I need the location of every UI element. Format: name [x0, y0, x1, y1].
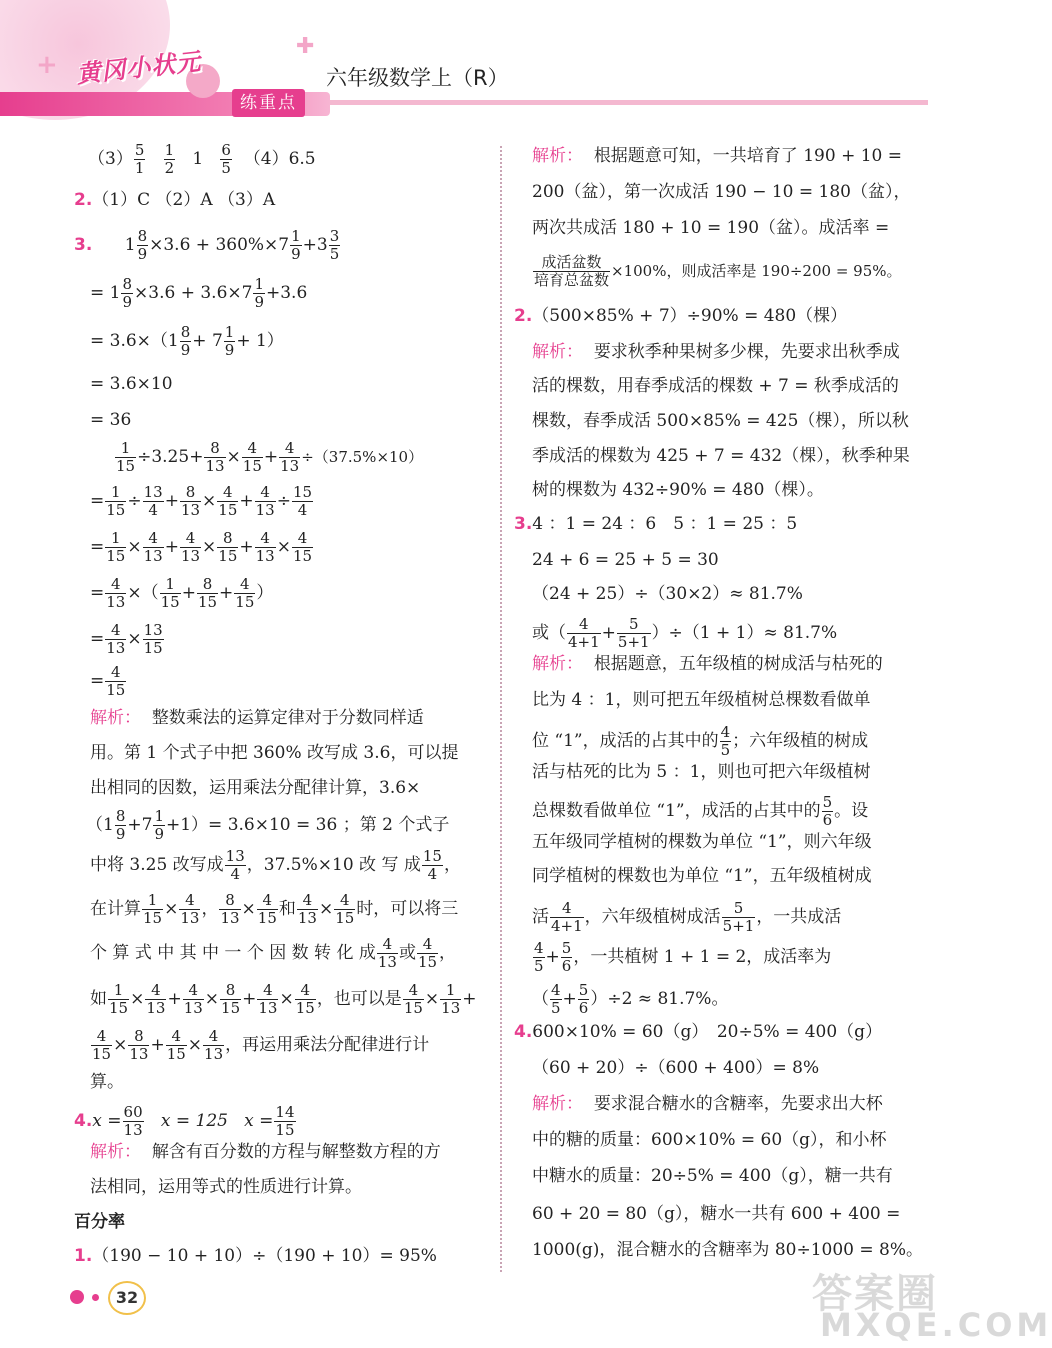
analysis-line: 季成活的棵数为 425 + 7 = 432（棵），秋季种果	[532, 446, 910, 466]
section-question-1: 1.（190 − 10 + 10）÷（190 + 10）= 95%	[74, 1246, 437, 1266]
analysis-line: 如 $\frac{1}{15}$ × $\frac{4}{13}$ + $\frac{4}{13}$ × $\frac{8}{15}$ + $\frac{4}{13}$ × $\frac{4}{15}$ ，也可以是 $\frac{4}{15}$ × $\frac{1}{13}$ +	[90, 981, 477, 1017]
analysis-line: 个 算 式 中 其 中 一 个 因 数 转 化 成 $\frac{4}{13}$ 或 $\frac{4}{15}$ ，	[90, 935, 457, 971]
analysis-line: $\frac{4}{15}$ × $\frac{8}{13}$ + $\frac{4}{15}$ × $\frac{4}{13}$ ，再运用乘法分配律进行计	[92, 1027, 430, 1063]
watermark: 答案圈	[812, 1271, 938, 1317]
analysis-line: （ $\frac{4}{5}$ + $\frac{5}{6}$ ）÷2 ≈ 81.7%。	[532, 981, 729, 1017]
header-rule	[330, 100, 928, 105]
question-3-line1: 3. 1 $\frac{8}{9}$ ×3.6 + 360%×7 $\frac{1}{9}$ +3 $\frac{3}{5}$	[74, 227, 340, 263]
analysis-line: 解析： 要求秋季种果树多少棵，先要求出秋季成	[532, 342, 900, 362]
question-3-line2: = 1 $\frac{8}{9}$ ×3.6 + 3.6×7 $\frac{1}{9}$ +3.6	[90, 275, 308, 311]
page-dot-icon	[70, 1290, 84, 1304]
analysis-line: 60 + 20 = 80（g），糖水一共有 600 + 400 =	[532, 1204, 901, 1224]
analysis-line: 两次共成活 180 + 10 = 190（盆）。成活率 =	[532, 218, 890, 238]
analysis-line: 活 $\frac{4}{4+1}$ ，六年级植树成活 $\frac{5}{5+1}$ ，一共成活	[532, 899, 842, 935]
question-4: 4.600×10% = 60（g） 20÷5% = 400（g）	[514, 1022, 883, 1042]
analysis-line: 算。	[90, 1072, 124, 1092]
question-3b-line2: = $\frac{1}{15}$ ÷ $\frac{13}{4}$ + $\frac{8}{13}$ × $\frac{4}{15}$ + $\frac{4}{13}$ ÷ $\frac{15}{4}$	[90, 483, 313, 519]
analysis-line: $\frac{\text{成活盆数}}{\text{培育总盆数}}$ ×100%，则成活率是 190÷200 = 95%。	[534, 253, 902, 289]
analysis-line: 用。第 1 个式子中把 360% 改写成 3.6，可以提	[90, 743, 459, 763]
question-2: 2.（500×85% + 7）÷90% = 480（棵）	[514, 306, 848, 326]
analysis-line: 出相同的因数，运用乘法分配律计算，3.6×	[90, 778, 421, 798]
analysis-line: 200（盆），第一次成活 190 − 10 = 180（盆），	[532, 182, 911, 202]
analysis-line: 解析： 根据题意可知，一共培育了 190 + 10 =	[532, 146, 902, 166]
question-3b-line3: = $\frac{1}{15}$ × $\frac{4}{13}$ + $\frac{4}{13}$ × $\frac{8}{15}$ + $\frac{4}{13}$ × $\frac{4}{15}$	[90, 529, 313, 565]
analysis-line: 活与枯死的比为 5 ：1，则也可把六年级植树	[532, 762, 871, 782]
analysis-line: 中糖水的质量：20÷5% = 400（g），糖一共有	[532, 1166, 893, 1186]
analysis-line: 解析： 要求混合糖水的含糖率，先要求出大杯	[532, 1094, 883, 1114]
question-3b-line4: = $\frac{4}{13}$ ×（ $\frac{1}{15}$ + $\frac{8}{15}$ + $\frac{4}{15}$ ）	[90, 575, 274, 611]
question-3b-line5: = $\frac{4}{13}$ × $\frac{13}{15}$	[90, 621, 163, 657]
question-3: 3.4 ：1 = 24 ：6 5 ：1 = 25 ：5	[514, 514, 798, 534]
analysis-line: 棵数，春季成活 500×85% = 425（棵），所以秋	[532, 411, 909, 431]
analysis-line: 同学植树的棵数也为单位 “1”，五年级植树成	[532, 866, 872, 886]
page-title: 六年级数学上（R）	[326, 66, 509, 90]
answer-line: （3） $\frac{5}{1}$ $\frac{1}{2}$ 1 $\frac{6}{5}$ （4）6.5	[88, 141, 316, 177]
analysis-line: 中的糖的质量：600×10% = 60（g），和小杯	[532, 1130, 887, 1150]
plus-decoration: ✚	[296, 34, 315, 59]
analysis-line: 比为 4 ：1，则可把五年级植树总棵数看做单	[532, 690, 871, 710]
answer-line: （60 + 20）÷（600 + 400）= 8%	[532, 1058, 820, 1078]
question-4: 4.x = $\frac{60}{13}$ x = 125 x = $\frac{14}{15}$	[74, 1103, 295, 1139]
question-3-line5: = 36	[90, 410, 132, 430]
answer-line: （24 + 25）÷（30×2）≈ 81.7%	[532, 584, 803, 604]
plus-decoration: +	[36, 50, 58, 80]
header-tag: 练重点	[232, 89, 305, 117]
analysis-line: 解析： 整数乘法的运算定律对于分数同样适	[90, 708, 424, 728]
question-3-line4: = 3.6×10	[90, 374, 173, 394]
watermark-url: MXQE.COM	[820, 1306, 1052, 1344]
analysis-line: 中将 3.25 改写成 $\frac{13}{4}$ ，37.5%×10 改 写 成 $\frac{15}{4}$ ，	[90, 847, 461, 883]
section-title: 百分率	[74, 1212, 125, 1232]
analysis-line: 解析： 根据题意，五年级植的树成活与枯死的	[532, 654, 883, 674]
analysis-line: 总棵数看做单位 “1”，成活的占其中的 $\frac{5}{6}$ 。设	[532, 793, 869, 829]
page-number: 32	[108, 1281, 146, 1315]
analysis-line: 树的棵数为 432÷90% = 480（棵）。	[532, 480, 824, 500]
question-3-line3: = 3.6×（1 $\frac{8}{9}$ + 7 $\frac{1}{9}$ + 1）	[90, 323, 284, 359]
analysis-line: （1 $\frac{8}{9}$ +7 $\frac{1}{9}$ +1）= 3.6×10 = 36 ；第 2 个式子	[86, 807, 450, 843]
analysis-line: 1000(g)，混合糖水的含糖率为 80÷1000 = 8%。	[532, 1240, 923, 1260]
analysis-line: 在计算 $\frac{1}{15}$ × $\frac{4}{13}$ ， $\frac{8}{13}$ × $\frac{4}{15}$ 和 $\frac{4}{13}$ × $\frac{4}{15}$ 时，可以将三	[90, 891, 459, 927]
analysis-line: 解析： 解含有百分数的方程与解整数方程的方	[90, 1142, 441, 1162]
answer-line: 或（ $\frac{4}{4+1}$ + $\frac{5}{5+1}$ ）÷（1 + 1）≈ 81.7%	[532, 615, 838, 651]
question-2: 2.（1）C （2）A （3）A	[74, 190, 276, 210]
analysis-line: 位 “1”，成活的占其中的 $\frac{4}{5}$ ；六年级植的树成	[532, 723, 869, 759]
analysis-line: 五年级同学植树的棵数为单位 “1”，则六年级	[532, 832, 872, 852]
question-3b-line6: = $\frac{4}{15}$	[90, 663, 126, 699]
answer-line: 24 + 6 = 25 + 5 = 30	[532, 550, 719, 570]
analysis-line: 活的棵数，用春季成活的棵数 + 7 = 秋季成活的	[532, 376, 899, 396]
analysis-line: 法相同，运用等式的性质进行计算。	[90, 1177, 362, 1197]
analysis-line: $\frac{4}{5}$ + $\frac{5}{6}$ ，一共植树 1 + 1 = 2，成活率为	[534, 939, 832, 975]
column-divider	[500, 146, 502, 1272]
brand-logo: 黄冈小状元	[75, 47, 203, 89]
question-3b-line1: $\frac{1}{15}$ ÷3.25+ $\frac{8}{13}$ × $\frac{4}{15}$ + $\frac{4}{13}$ ÷（37.5%×10）	[116, 439, 424, 475]
page-dot-icon	[92, 1294, 99, 1301]
